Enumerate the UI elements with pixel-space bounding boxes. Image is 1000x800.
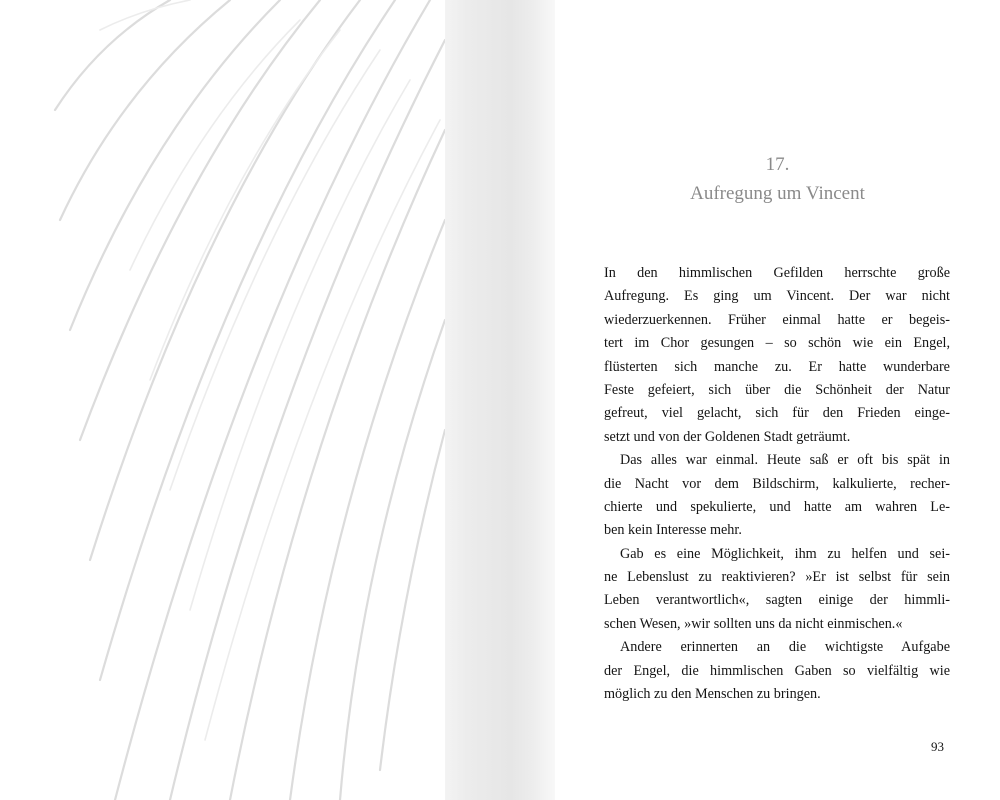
right-page [555,0,1000,800]
text-line: tert im Chor gesungen – so schön wie ein Engel, [604,335,950,352]
text-line: Gab es eine Möglichkeit, ihm zu helfen und sei- [620,545,950,562]
chapter-body [604,262,950,706]
text-line: wiederzuerkennen. Früher einmal hatte er begeis- [604,311,950,328]
text-line: gefreut, viel gelacht, sich für den Frieden einge- [604,405,950,422]
text-line: die Nacht vor dem Bildschirm, kalkulierte, recher- [604,475,950,492]
text-line: möglich zu den Menschen zu bringen. [604,686,821,703]
text-line: Feste gefeiert, sich über die Schönheit der Natur [604,381,950,398]
text-line: ben kein Interesse mehr. [604,522,742,539]
text-line: Aufregung. Es ging um Vincent. Der war nicht [604,288,950,305]
text-line: chierte und spekulierte, und hatte am wahren Le- [604,498,950,515]
text-line: ne Lebenslust zu reaktivieren? »Er ist selbst für sein [604,569,950,586]
text-line: Das alles war einmal. Heute saß er oft bis spät in [620,452,950,469]
text-line: flüsterten sich manche zu. Er hatte wunderbare [604,358,950,375]
page-number: 93 [931,739,944,754]
left-page-illustration [0,0,445,800]
text-line: schen Wesen, »wir sollten uns da nicht einmischen.« [604,615,903,632]
text-line: Leben verantwortlich«, sagten einige der himmli- [604,592,950,609]
text-line: der Engel, die himmlischen Gaben so vielfältig wie [604,662,950,679]
swirl-lines-graphic [0,0,445,800]
text-line: setzt und von der Goldenen Stadt geträumt. [604,428,851,445]
text-line: Andere erinnerten an die wichtigste Aufgabe [620,639,950,656]
book-gutter [445,0,555,800]
chapter-title: Aufregung um Vincent [690,183,865,204]
text-line: In den himmlischen Gefilden herrschte große [604,265,950,281]
chapter-number: 17. [765,154,790,175]
